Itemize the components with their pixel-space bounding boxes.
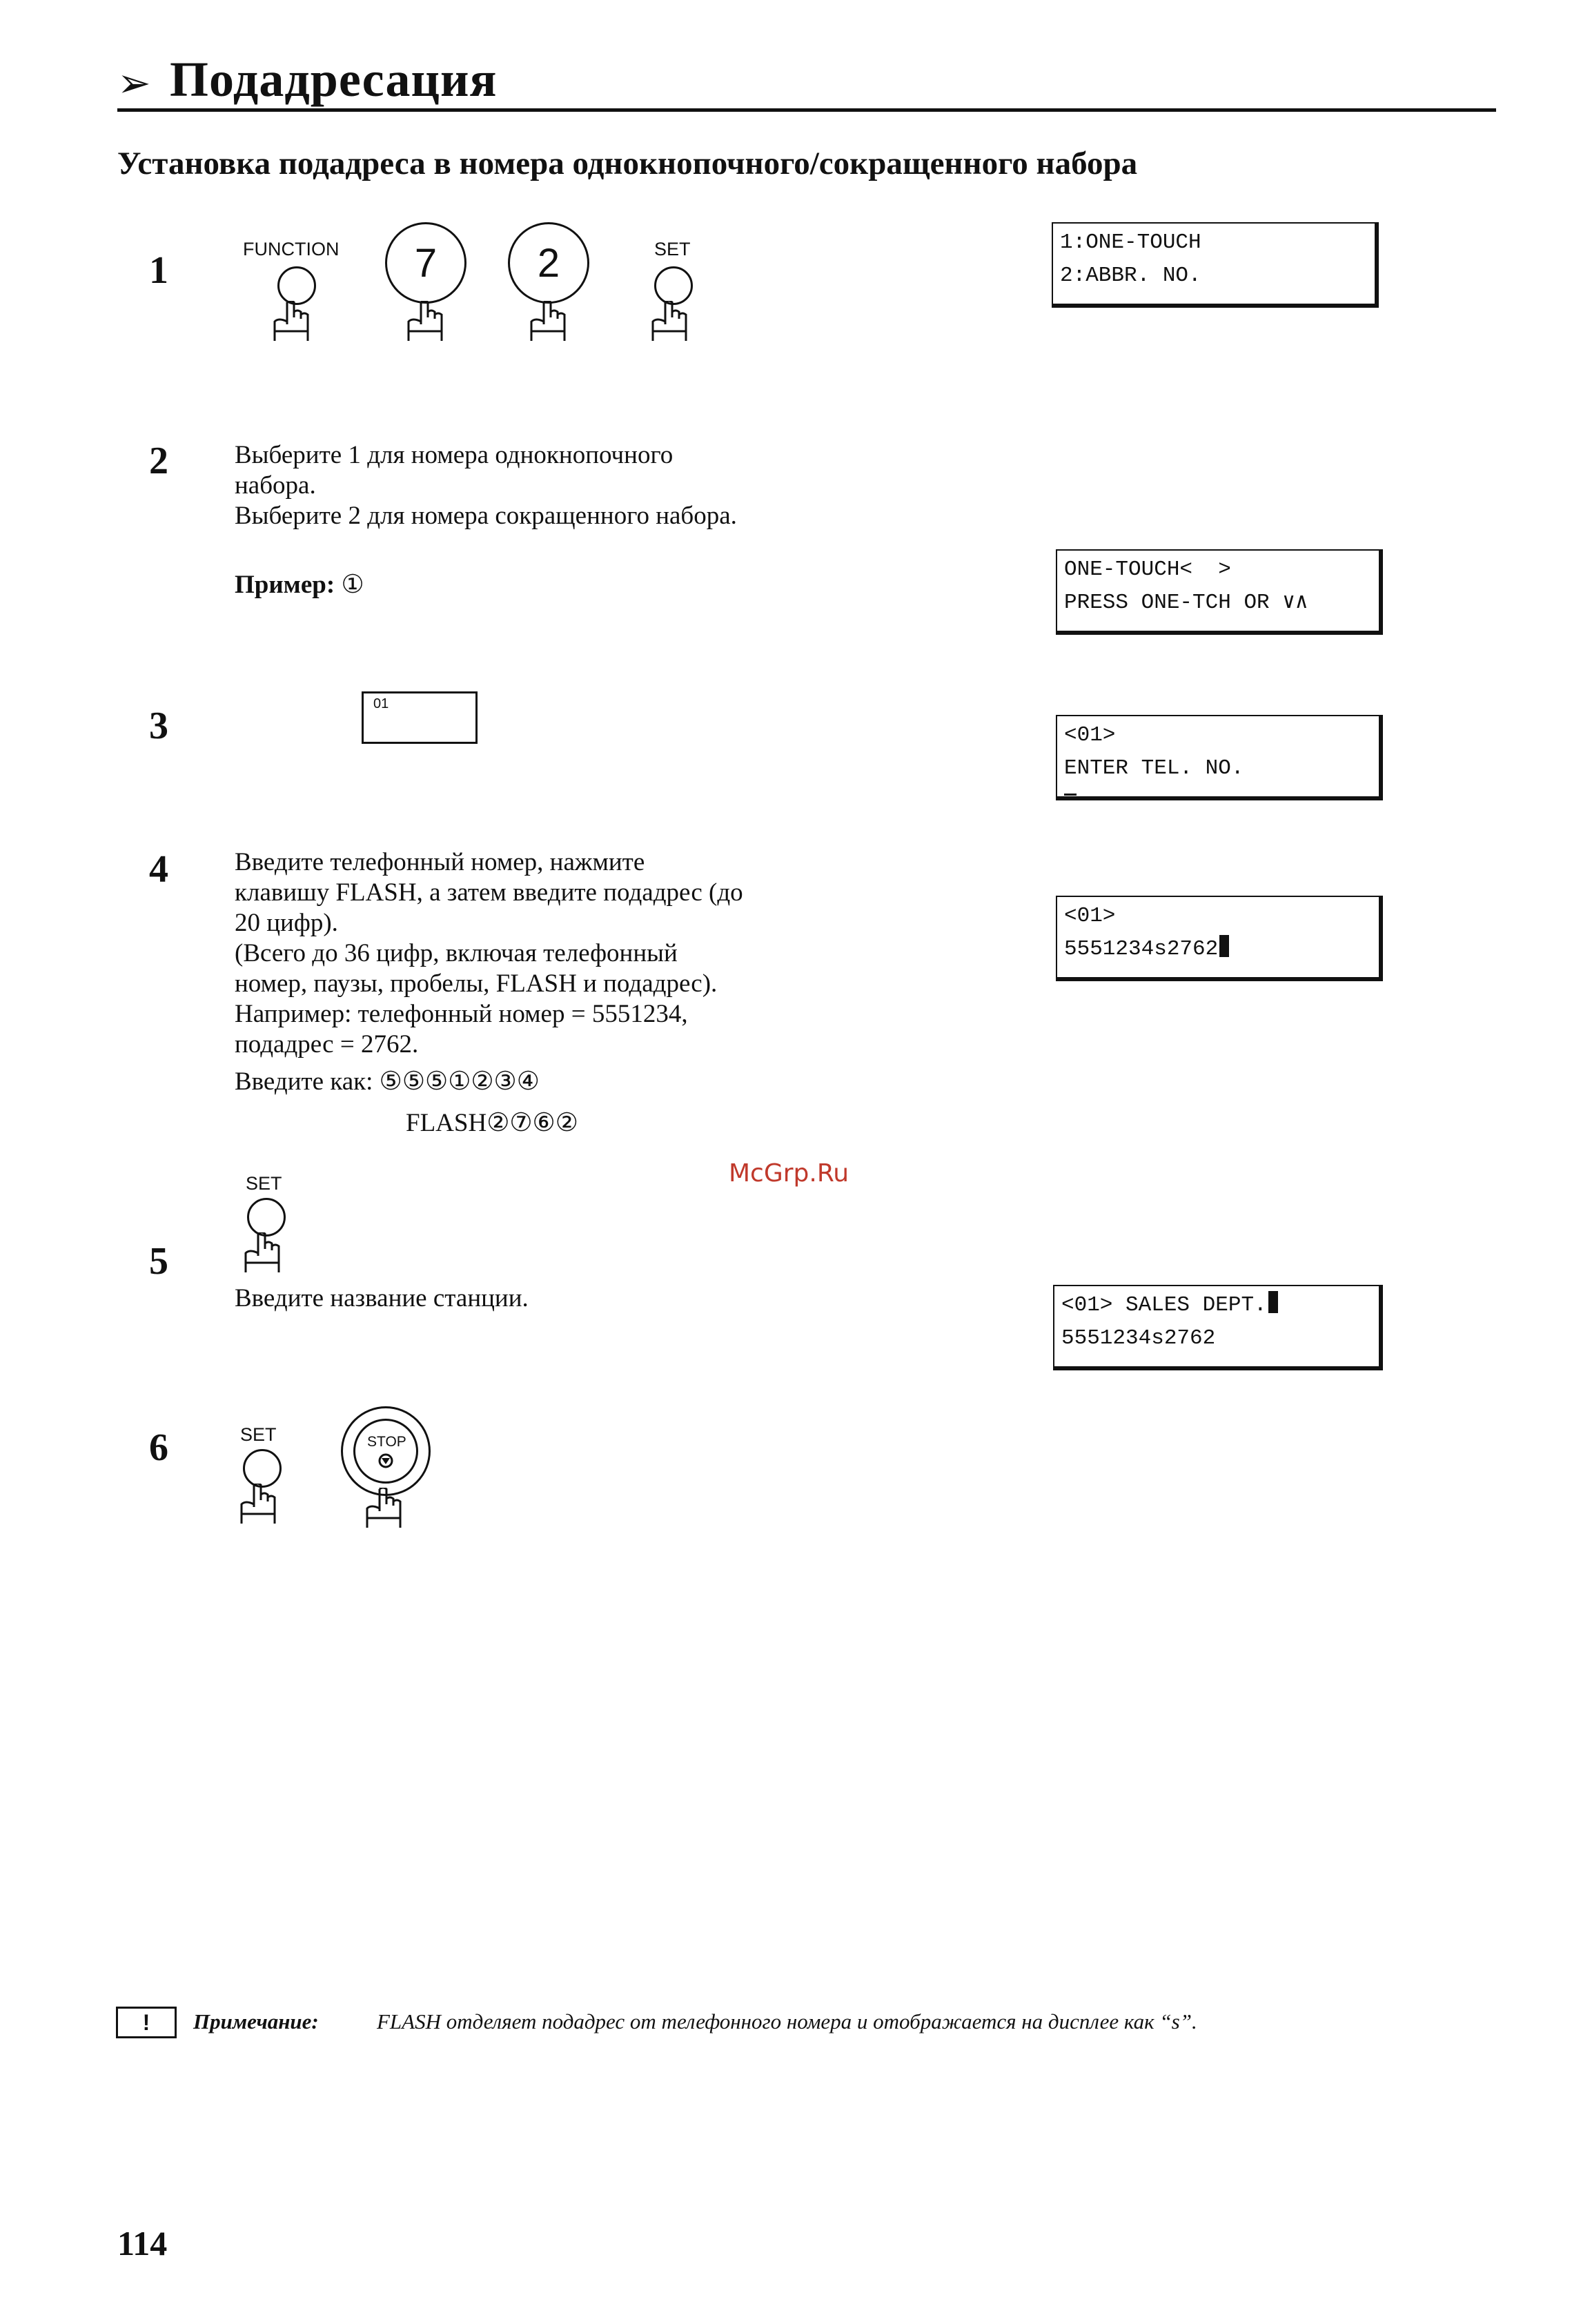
lcd-display-step-5	[1053, 1285, 1383, 1370]
lcd-line: ENTER TEL. NO.	[1064, 756, 1244, 780]
text-line: Введите телефонный номер, нажмите	[235, 848, 645, 876]
text-line: номер, паузы, пробелы, FLASH и подадрес).	[235, 969, 718, 998]
function-key-label: FUNCTION	[243, 239, 340, 259]
lcd-line: ONE-TOUCH< >	[1064, 558, 1231, 582]
step-2-text	[235, 440, 737, 531]
watermark: McGrp.Ru	[729, 1159, 849, 1188]
lcd-line: PRESS ONE-TCH OR ∨∧	[1064, 591, 1308, 615]
one-touch-key-01[interactable]	[362, 691, 478, 744]
header-rule	[117, 108, 1496, 112]
text-line: (Всего до 36 цифр, включая телефонный	[235, 939, 678, 967]
lcd-display-step-3	[1056, 715, 1383, 800]
pressing-hand-icon	[650, 301, 694, 342]
one-touch-key-label: 01	[373, 696, 389, 711]
text-line: Например: телефонный номер = 5551234,	[235, 1000, 688, 1028]
lcd-line: <01>	[1064, 723, 1116, 747]
pressing-hand-icon	[406, 301, 450, 342]
example-value: ①	[341, 571, 364, 599]
lcd-line: 1:ONE-TOUCH	[1060, 230, 1201, 255]
text-line: клавишу FLASH, а затем введите подадрес (до	[235, 878, 743, 907]
set-key-label: SET	[240, 1424, 277, 1445]
pressing-hand-icon	[364, 1488, 409, 1529]
step-2-number: 2	[149, 440, 168, 482]
pressing-hand-icon	[239, 1484, 283, 1525]
lcd-block-cursor	[1219, 935, 1229, 957]
lcd-block-cursor	[1268, 1291, 1278, 1313]
enter-as-line: Введите как: ⑤⑤⑤①②③④	[235, 1067, 540, 1096]
lcd-display-step-1	[1052, 222, 1379, 308]
text-line: набора.	[235, 471, 316, 500]
set-button-icon	[247, 1198, 286, 1237]
step-5-text: Введите название станции.	[235, 1284, 529, 1312]
lcd-underscore-cursor	[1064, 794, 1077, 796]
lcd-line: <01>	[1064, 904, 1116, 928]
pressing-hand-icon	[529, 301, 573, 342]
stop-key-inner-ring	[353, 1419, 418, 1484]
digit-2-label: 2	[508, 222, 589, 304]
header-arrow-icon: ➢	[117, 59, 151, 106]
set-button-icon	[654, 266, 693, 305]
flash-sequence-line: FLASH②⑦⑥②	[406, 1109, 578, 1137]
stop-key-label: STOP	[367, 1434, 406, 1450]
lcd-line: <01> SALES DEPT.	[1061, 1293, 1267, 1317]
stop-symbol-icon	[376, 1453, 395, 1468]
step-6-number: 6	[149, 1426, 168, 1469]
section-heading: Установка подадреса в номера однокнопочного/сокращенного набора	[117, 146, 1138, 181]
set-button-icon	[243, 1449, 282, 1488]
step-4-number: 4	[149, 848, 168, 891]
pressing-hand-icon	[272, 301, 316, 342]
page-title: Подадресация	[170, 52, 498, 107]
set-key-label: SET	[246, 1173, 282, 1194]
example-label: Пример:	[235, 571, 335, 599]
pressing-hand-icon	[243, 1232, 287, 1274]
step-3-number: 3	[149, 705, 168, 747]
example-line	[235, 570, 364, 600]
lcd-line: 5551234s2762	[1064, 937, 1219, 961]
lcd-display-step-2	[1056, 549, 1383, 635]
text-line: подадрес = 2762.	[235, 1030, 419, 1058]
note-warning-icon: !	[116, 2007, 177, 2038]
digit-7-label: 7	[385, 222, 466, 304]
lcd-line: 2:ABBR. NO.	[1060, 264, 1201, 288]
lcd-display-step-4	[1056, 896, 1383, 981]
note-label: Примечание:	[193, 2009, 319, 2034]
set-key-label: SET	[654, 239, 691, 259]
step-1-number: 1	[149, 249, 168, 292]
text-line: Выберите 2 для номера сокращенного набора.	[235, 502, 737, 530]
page-number: 114	[117, 2224, 168, 2263]
text-line: 20 цифр).	[235, 909, 338, 937]
step-5-number: 5	[149, 1240, 168, 1283]
text-line: Выберите 1 для номера однокнопочного	[235, 441, 674, 469]
note-text: FLASH отделяет подадрес от телефонного номера и отображается на дисплее как “s”.	[377, 2009, 1197, 2034]
function-button-icon	[277, 266, 316, 305]
step-4-text	[235, 847, 743, 1060]
lcd-line: 5551234s2762	[1061, 1326, 1216, 1350]
